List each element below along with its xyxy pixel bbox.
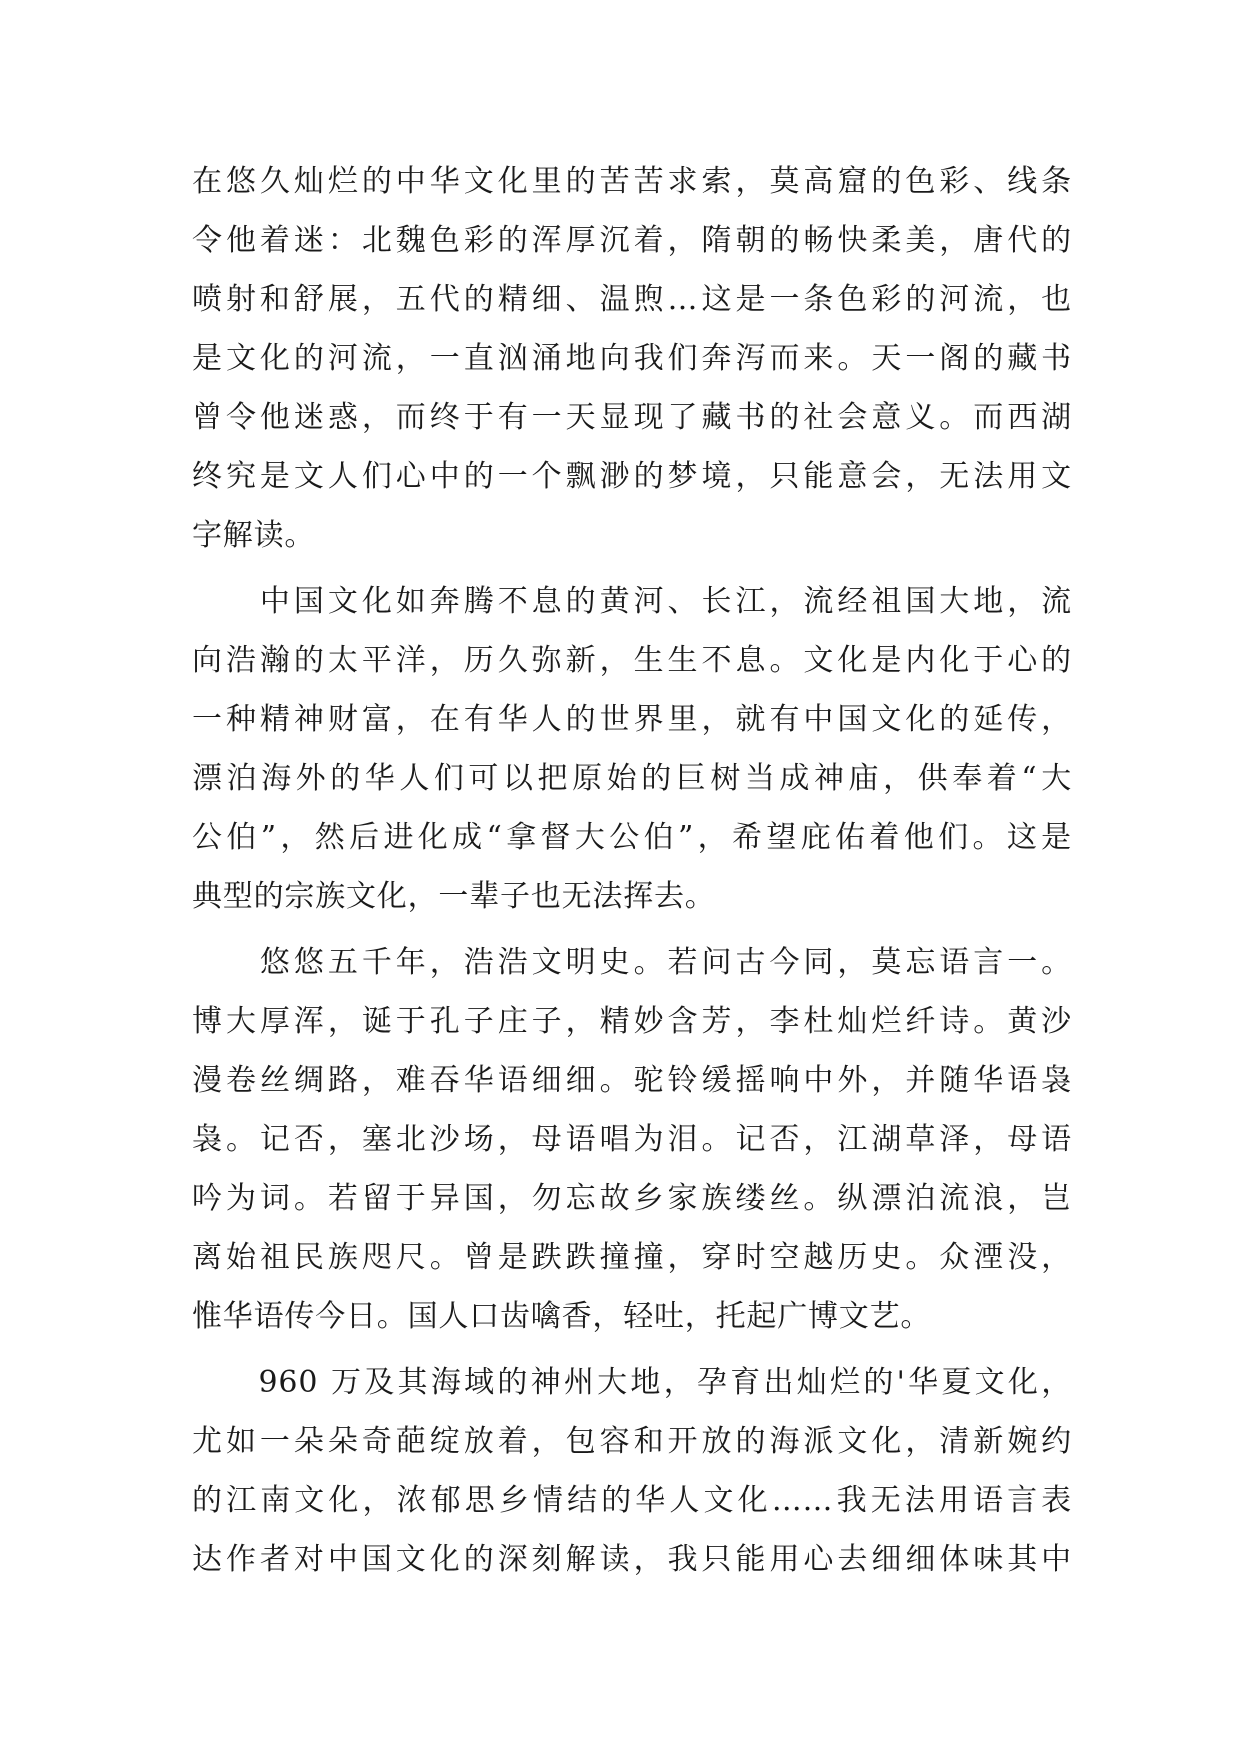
text-line: 960 万及其海域的神州大地，孕育出灿烂的'华夏文化，	[192, 1365, 1072, 1400]
text-line: 终究是文人们心中的一个飘渺的梦境，只能意会，无法用文	[192, 459, 1072, 494]
paragraph-gap	[192, 565, 1072, 572]
paragraph-gap	[192, 926, 1072, 933]
paragraph	[192, 152, 1072, 565]
body-text	[192, 152, 1072, 1589]
text-line: 的江南文化，浓郁思乡情结的华人文化……我无法用语言表	[192, 1483, 1072, 1518]
paragraph	[192, 572, 1072, 926]
text-line: 在悠久灿烂的中华文化里的苦苦求索，莫高窟的色彩、线条	[192, 164, 1072, 199]
text-line: 漂泊海外的华人们可以把原始的巨树当成神庙，供奉着“大	[192, 761, 1072, 796]
text-line: 字解读。	[192, 518, 316, 553]
text-line: 惟华语传今日。国人口齿噙香，轻吐，托起广博文艺。	[192, 1299, 932, 1334]
text-line: 博大厚浑，诞于孔子庄子，精妙含芳，李杜灿烂纤诗。黄沙	[192, 1004, 1072, 1039]
text-line: 吟为词。若留于异国，勿忘故乡家族缕丝。纵漂泊流浪，岂	[192, 1181, 1072, 1216]
text-line: 典型的宗族文化，一辈子也无法挥去。	[192, 879, 716, 914]
text-line: 中国文化如奔腾不息的黄河、长江，流经祖国大地，流	[192, 584, 1072, 619]
paragraph	[192, 1353, 1072, 1589]
text-line: 向浩瀚的太平洋，历久弥新，生生不息。文化是内化于心的	[192, 643, 1072, 678]
text-line: 曾令他迷惑，而终于有一天显现了藏书的社会意义。而西湖	[192, 400, 1072, 435]
paragraph-gap	[192, 1346, 1072, 1353]
text-line: 袅。记否，塞北沙场，母语唱为泪。记否，江湖草泽，母语	[192, 1122, 1072, 1157]
text-line: 尤如一朵朵奇葩绽放着，包容和开放的海派文化，清新婉约	[192, 1424, 1072, 1459]
text-line: 是文化的河流，一直汹涌地向我们奔泻而来。天一阁的藏书	[192, 341, 1072, 376]
text-line: 悠悠五千年，浩浩文明史。若问古今同，莫忘语言一。	[192, 945, 1072, 980]
text-line: 离始祖民族咫尺。曾是跌跌撞撞，穿时空越历史。众湮没，	[192, 1240, 1072, 1275]
text-line: 喷射和舒展，五代的精细、温煦…这是一条色彩的河流，也	[192, 282, 1072, 317]
paragraph	[192, 933, 1072, 1346]
text-line: 达作者对中国文化的深刻解读，我只能用心去细细体味其中	[192, 1542, 1072, 1577]
text-line: 令他着迷：北魏色彩的浑厚沉着，隋朝的畅快柔美，唐代的	[192, 223, 1072, 258]
text-line: 一种精神财富，在有华人的世界里，就有中国文化的延传，	[192, 702, 1072, 737]
text-line: 漫卷丝绸路，难吞华语细细。驼铃缓摇响中外，并随华语袅	[192, 1063, 1072, 1098]
text-line: 公伯”，然后进化成“拿督大公伯”，希望庇佑着他们。这是	[192, 820, 1072, 855]
